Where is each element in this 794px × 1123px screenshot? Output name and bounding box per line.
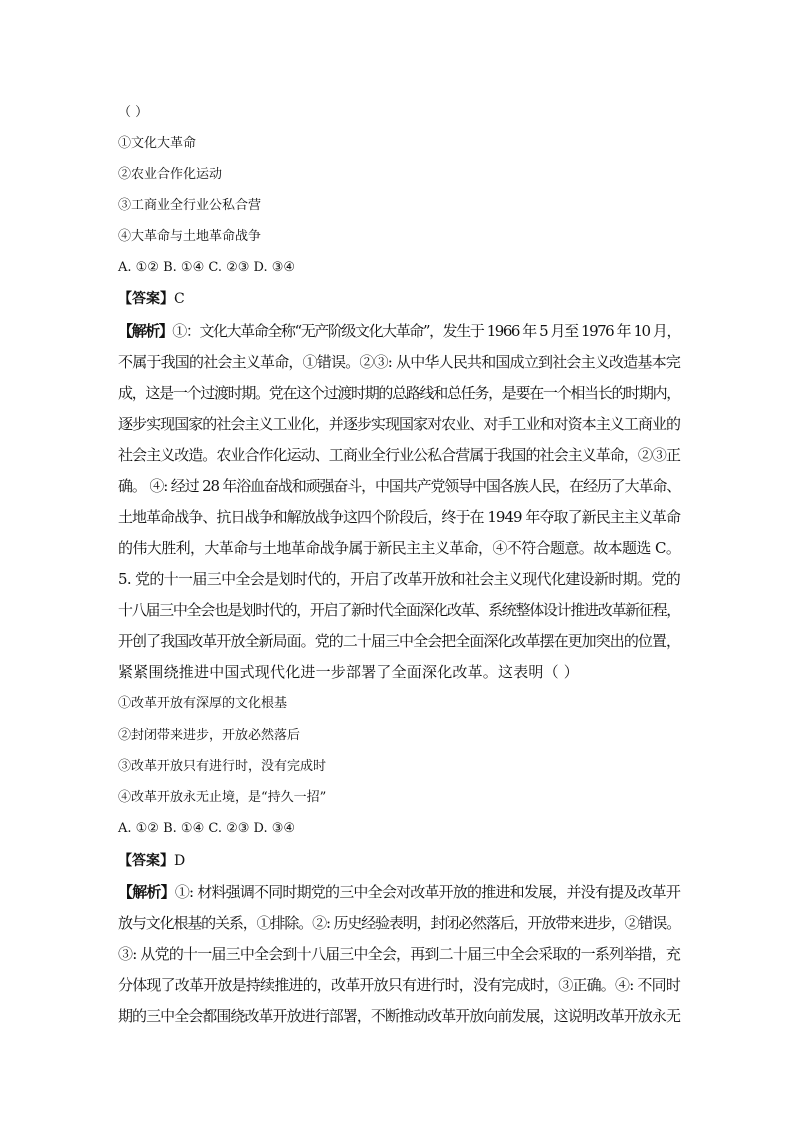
- q5-stem-line-1: 5. 党的十一届三中全会是划时代的，开启了改革开放和社会主义现代化建设新时期。党的: [118, 570, 680, 588]
- q4-analysis-line-1: 【解析】①：文化大革命全称“无产阶级文化大革命”，发生于 1966 年 5 月至 1976 年 10 月，: [118, 322, 680, 340]
- q5-analysis-line-3: ③: 从党的十一届三中全会到十八届三中全会，再到二十届三中全会采取的一系列举措，充: [118, 945, 681, 963]
- q5-analysis-line-1: 【解析】①: 材料强调不同时期党的三中全会对改革开放的推进和发展，并没有提及改革开: [118, 883, 681, 901]
- q4-answer-parentheses: （ ）: [118, 105, 149, 120]
- q4-answer-label: 【答案】: [118, 291, 174, 307]
- q4-option-3: ③工商业全行业公私合营: [118, 198, 262, 213]
- q5-stem-line-3: 开创了我国改革开放全新局面。党的二十届三中全会把全面深化改革摆在更加突出的位置，: [118, 632, 680, 650]
- q5-analysis-line-2: 放与文化根基的关系，①排除。②: 历史经验表明，封闭必然落后，开放带来进步，②错误。: [118, 914, 680, 932]
- q4-choices: A. ①② B. ①④ C. ②③ D. ③④: [118, 260, 296, 275]
- q5-choices: A. ①② B. ①④ C. ②③ D. ③④: [118, 821, 296, 836]
- q5-analysis-line-5: 期的三中全会都围绕改革开放进行部署，不断推动改革开放向前发展，这说明改革开放永无: [118, 1007, 680, 1025]
- q5-answer-label: 【答案】: [118, 853, 174, 869]
- q4-option-1: ①文化大革命: [118, 136, 197, 151]
- q5-analysis-line-4: 分体现了改革开放是持续推进的，改革开放只有进行时，没有完成时，③正确。④: 不同时: [118, 976, 681, 994]
- q5-option-1: ①改革开放有深厚的文化根基: [118, 696, 288, 711]
- q4-option-2: ②农业合作化运动: [118, 167, 223, 182]
- q4-analysis-line-8: 的伟大胜利，大革命与土地革命战争属于新民主主义革命，④不符合题意。故本题选 C。: [118, 539, 681, 557]
- q4-analysis-line-2: 不属于我国的社会主义革命，①错误。②③: 从中华人民共和国成立到社会主义改造基本完: [118, 353, 681, 371]
- q4-analysis-label: 【解析】: [118, 322, 173, 340]
- q5-stem-line-2: 十八届三中全会也是划时代的，开启了新时代全面深化改革、系统整体设计推进改革新征程，: [118, 601, 680, 619]
- q5-answer: [118, 852, 680, 870]
- q4-answer-value: C: [174, 291, 185, 307]
- q5-option-2: ②封闭带来进步，开放必然落后: [118, 728, 301, 743]
- q4-answer: [118, 290, 680, 308]
- q4-analysis-line-4: 逐步实现国家的社会主义工业化，并逐步实现国家对农业、对手工业和对资本主义工商业的: [118, 415, 680, 433]
- q5-option-3: ③改革开放只有进行时，没有完成时: [118, 759, 327, 774]
- q5-analysis-label: 【解析】: [118, 883, 175, 901]
- q5-stem-line-4: 紧紧围绕推进中国式现代化进一步部署了全面深化改革。这表明（ ）: [118, 663, 579, 681]
- q4-analysis-line-5: 社会主义改造。农业合作化运动、工商业全行业公私合营属于我国的社会主义革命，②③正: [118, 446, 680, 464]
- q4-analysis-line-6: 确。 ④: 经过 28 年浴血奋战和顽强奋斗，中国共产党领导中国各族人民，在经历了大革命、: [118, 477, 680, 495]
- q5-option-4: ④改革开放永无止境，是“持久一招”: [118, 790, 327, 805]
- q4-option-4: ④大革命与土地革命战争: [118, 229, 262, 244]
- exam-page: [118, 0, 680, 1123]
- q4-analysis-line-7: 土地革命战争、抗日战争和解放战争这四个阶段后，终于在 1949 年夺取了新民主主义革命: [118, 508, 680, 526]
- q5-answer-value: D: [174, 853, 186, 869]
- q4-analysis-line-3: 成，这是一个过渡时期。党在这个过渡时期的总路线和总任务，是要在一个相当长的时期内，: [118, 384, 680, 402]
